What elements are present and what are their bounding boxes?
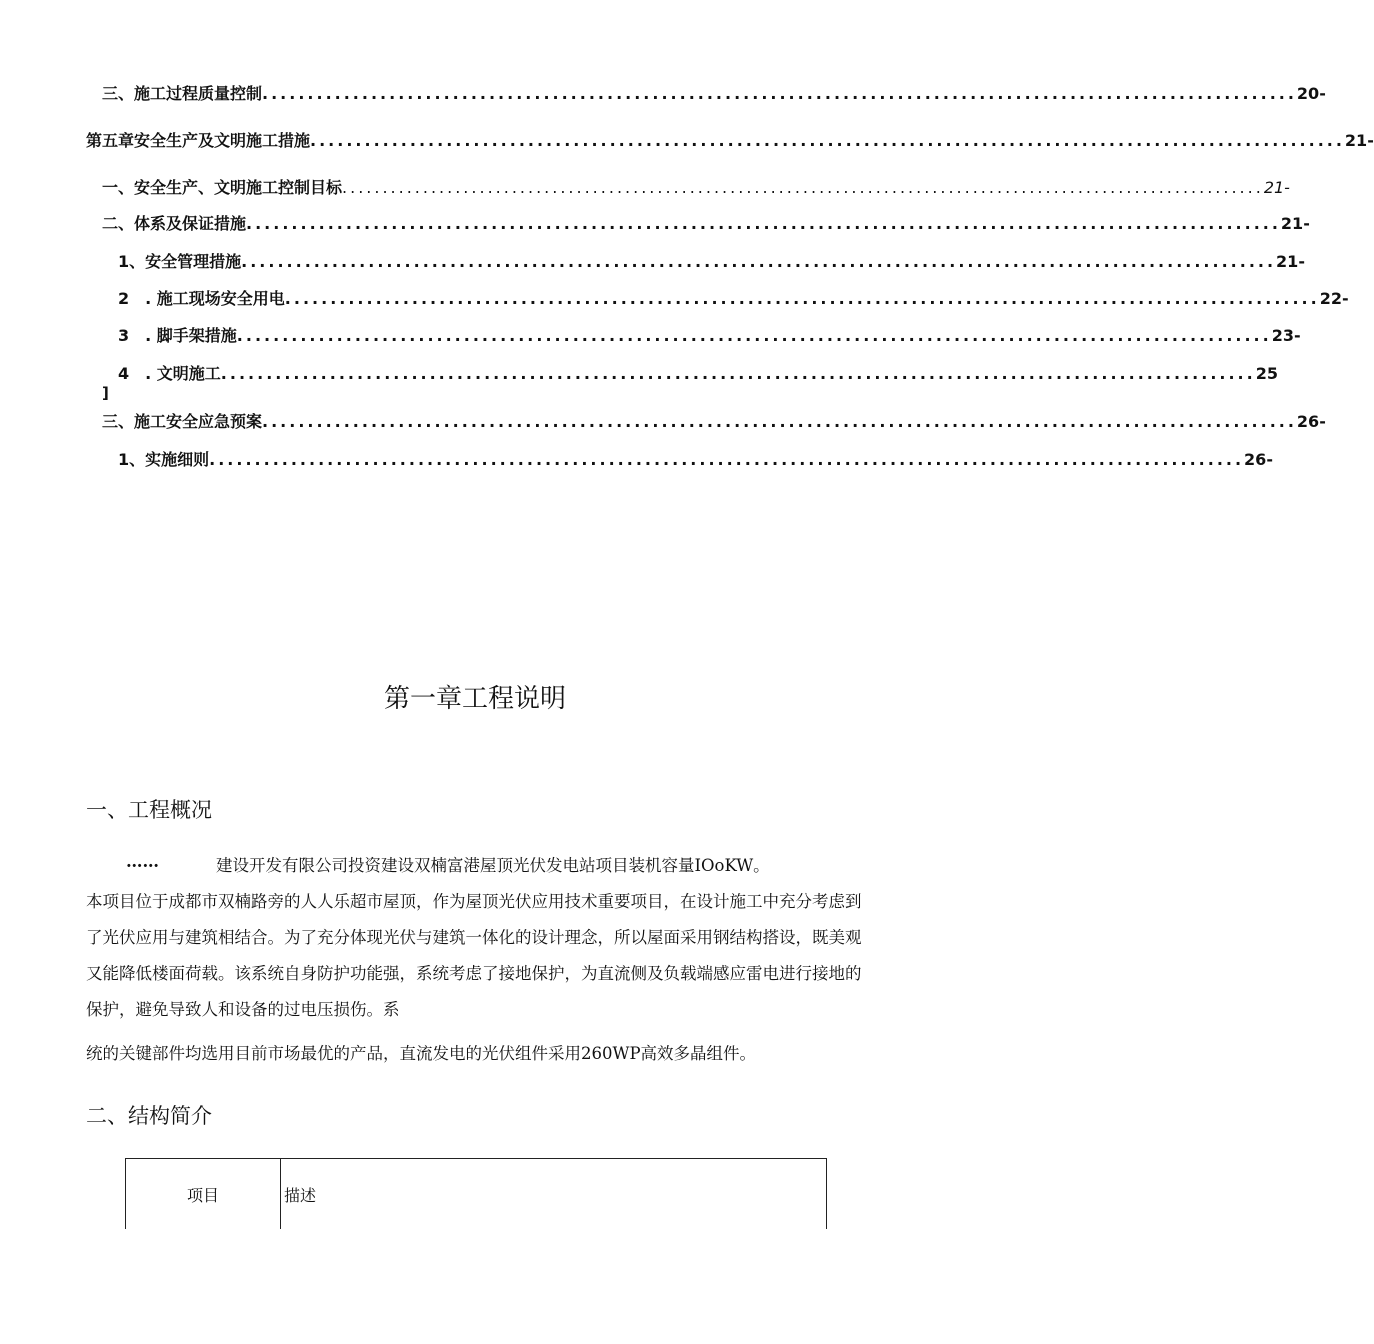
- toc-leader: ..................................................................................................................: [220, 364, 1256, 383]
- toc-entry[interactable]: [102, 178, 1290, 198]
- toc-leader: ..................................................................................................................: [236, 326, 1272, 345]
- body-paragraph-2: [86, 1036, 876, 1072]
- body-paragraph: [86, 884, 876, 1028]
- toc-stray-bracket: ]: [102, 384, 109, 402]
- toc-entry[interactable]: [102, 214, 1310, 234]
- paragraph-text: 统的关键部件均选用目前市场最优的产品，直流发电的光伏组件采用260WP高效多晶组件。: [86, 1044, 757, 1063]
- toc-label: 三、施工过程质量控制: [102, 84, 263, 103]
- toc-label: 第五章安全生产及文明施工措施: [86, 131, 311, 150]
- toc-leader: ..................................................................................................................: [262, 84, 1297, 103]
- toc-label: 2 . 施工现场安全用电: [118, 289, 285, 308]
- toc-label: 一、安全生产、文明施工控制目标: [102, 178, 343, 197]
- toc-leader: ..................................................................................................................: [342, 178, 1264, 197]
- toc-leader: ..................................................................................................................: [284, 289, 1320, 308]
- structure-table: [125, 1158, 827, 1229]
- toc-label: 二、体系及保证措施: [102, 214, 247, 233]
- toc-leader: ..................................................................................................................: [262, 412, 1297, 431]
- section-heading: 一、工程概况: [86, 798, 212, 822]
- toc-page: 21-: [1344, 131, 1374, 150]
- toc-page: 25: [1255, 364, 1278, 383]
- table-header-cell: 项目: [126, 1159, 281, 1229]
- toc-label: 4 . 文明施工: [118, 364, 221, 383]
- toc-page: 21-: [1276, 252, 1305, 271]
- toc-entry[interactable]: [118, 252, 1305, 272]
- toc-entry[interactable]: [102, 84, 1326, 104]
- toc-leader: ..................................................................................................................: [246, 214, 1281, 233]
- toc-entry[interactable]: [118, 289, 1349, 309]
- section-heading: 二、结构简介: [86, 1104, 212, 1128]
- toc-page: 22-: [1319, 289, 1349, 308]
- toc-leader: ..................................................................................................................: [241, 252, 1277, 271]
- toc-page: 26-: [1244, 450, 1273, 469]
- toc-page: 21-: [1263, 178, 1290, 197]
- toc-page: 26-: [1296, 412, 1326, 431]
- toc-page: 23-: [1271, 326, 1301, 345]
- chapter-title: 第一章工程说明: [383, 684, 566, 714]
- toc-label: 三、施工安全应急预案: [102, 412, 263, 431]
- toc-label: 1、安全管理措施: [118, 252, 242, 271]
- toc-entry[interactable]: [102, 412, 1326, 432]
- toc-entry[interactable]: [118, 450, 1273, 470]
- lead-dots: ……: [126, 852, 159, 871]
- toc-leader: ..................................................................................................................: [310, 131, 1345, 150]
- table-header-cell: 描述: [284, 1185, 317, 1205]
- lead-text: 建设开发有限公司投资建设双楠富港屋顶光伏发电站项目装机容量IOoKW。: [216, 856, 770, 875]
- toc-entry[interactable]: [118, 364, 1278, 384]
- toc-page: 20-: [1296, 84, 1326, 103]
- toc-leader: ..................................................................................................................: [209, 450, 1245, 469]
- paragraph-text: 本项目位于成都市双楠路旁的人人乐超市屋顶，作为屋顶光伏应用技术重要项目，在设计施工中充分考虑到了光伏应用与建筑相结合。为了充分体现光伏与建筑一体化的设计理念，所以屋面采用钢结构搭设，既美观又能降低楼面荷载。该系统自身防护功能强，系统考虑了接地保护，为直流侧及负载端感应雷电进行接地的保护，避免导致人和设备的过电压损伤。系: [86, 892, 862, 1019]
- toc-page: 21-: [1280, 214, 1310, 233]
- toc-entry[interactable]: [118, 326, 1301, 346]
- toc-label: 1、实施细则: [118, 450, 210, 469]
- toc-label: 3 . 脚手架措施: [118, 326, 237, 345]
- toc-entry[interactable]: [86, 131, 1374, 151]
